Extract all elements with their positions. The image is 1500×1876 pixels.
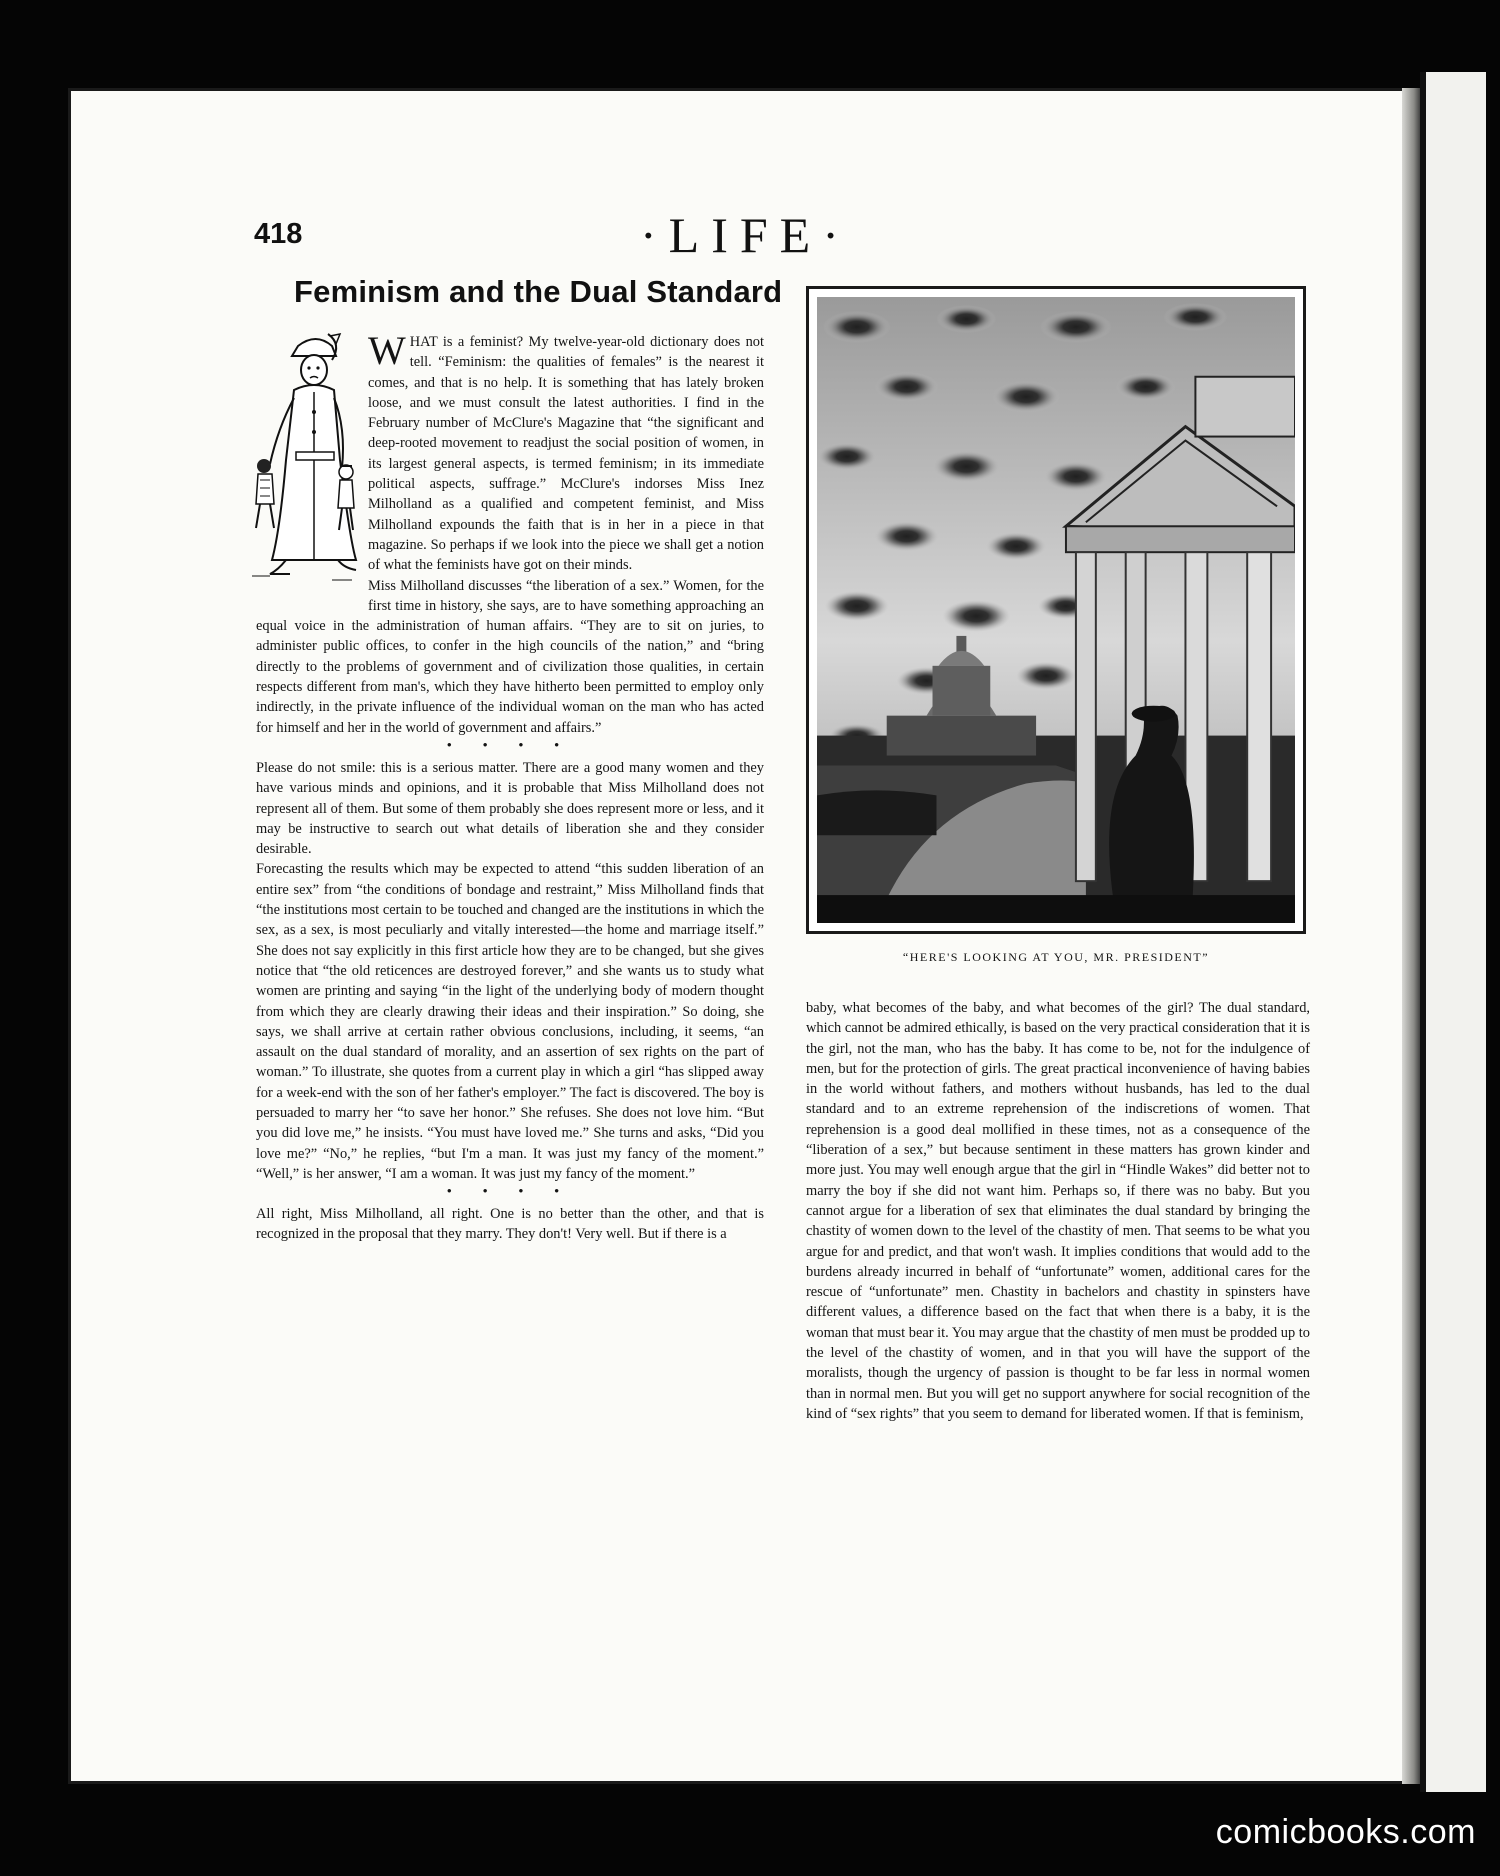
paragraph-3: Please do not smile: this is a serious matter. There are a good many women and they have various minds and opinions, and it is probable that Miss Milholland does not represent all of them. But some of them probably she does represent more or less, and it may be instructive to search out what details of liberation she and they consider desirable. (256, 759, 764, 858)
suffragette-cartoon-illustration (250, 332, 358, 596)
capitol-eyes-illustration (817, 297, 1295, 923)
article-title: Feminism and the Dual Standard (294, 274, 783, 309)
illustration-caption: “HERE'S LOOKING AT YOU, MR. PRESIDENT” (902, 950, 1210, 964)
paragraph-4: Forecasting the results which may be expected to attend “this sudden liberation of an entire sex” from “the conditions of bondage and restraint,” Miss Milholland finds that “the institutions most certain to be touched and changed are the institutions in which the sex, as a sex, is most peculiarly and vitally interested—the home and marriage itself.” She does not say explicitly in this first article how they are to be changed, but she gives notice that “the old reticences are destroyed forever,” and she wants us to study what women are printing and saying “in the light of the underlying body of modern thought from which they are clearly drawing their ideas and their inspiration.” So doing, she says, we shall arrive at certain rather obvious conclusions, including, it seems, “an assault on the dual standard of morality, and an assertion of sex rights on the part of woman.” To illustrate, she quotes from a current play in which a girl “has slipped away for a week-end with the son of her father's employer.” The fact is discovered. The boy is persuaded to marry her “to save her honor.” She refuses. She does not love him. “But you did love me,” he insists. “You must have loved me.” She turns and asks, “Did you love me?” “No,” he replies, “but I'm a man. It was just my fancy of the moment.” “Well,” is her answer, “I am a woman. It was just my fancy of the moment.” (256, 861, 764, 1182)
paragraph-2: Miss Milholland discusses “the liberation of a sex.” Women, for the first time in history, she says, are to have something approaching an equal voice in the administration of human affairs. “They are to sit on juries, to administer public offices, to confer in the high councils of the nation,” and “bring directly to the problems of government and of civilization those qualities, in certain respects different from man's, which they have hitherto been permitted to employ only indirectly, in the private influence of the individual woman on the man who has acted for himself and her in the world of government and affairs.” (256, 577, 764, 736)
page-number: 418 (254, 218, 303, 250)
left-column (256, 328, 764, 1245)
intro-paragraph: HAT is a feminist? My twelve-year-old dictionary does not tell. “Feminism: the qualities of females” is the nearest it comes, and that is no help. It is something that has lately broken loose, and we must consult the latest authorities. I find in the February number of McClure's Magazine that “the significant and deep-rooted movement to readjust the social position of women, in its largest general aspects, is termed feminism; in its immediate political aspects, suffrage.” McClure's indorses Miss Inez Milholland as a qualified and competent feminist, and Miss Milholland expounds the faith that is in her in a piece in that magazine. So perhaps if we look into the piece we shall get a notion of what the feminists have got on their minds. (368, 334, 764, 574)
facing-page-edge (1420, 72, 1486, 1792)
right-column (806, 998, 1310, 1424)
watermark: comicbooks.com (1215, 1813, 1476, 1851)
section-separator: • • • • (447, 736, 573, 752)
section-separator: • • • • (447, 1183, 573, 1199)
masthead: ·LIFE· (640, 207, 851, 263)
paragraph-5: All right, Miss Milholland, all right. One is no better than the other, and that is recognized in the proposal that they marry. They don't! Very well. But if there is a (256, 1206, 764, 1243)
page-gutter (1402, 88, 1422, 1784)
illustration-frame (806, 286, 1306, 934)
drop-cap: W (368, 328, 406, 373)
right-column-paragraph: baby, what becomes of the baby, and what becomes of the girl? The dual standard, which cannot be admired ethically, is based on the very practical consideration that it is the girl, not the man, who has the baby. It has come to be, not for the indulgence of men, but for the protection of girls. The great practical inconvenience of having babies in the world without fathers, and mothers without husbands, has led to the dual standard and to an extreme reprehension of the indiscretions of women. That reprehension is a good deal mollified in these times, not as a consequence of the “liberation of a sex,” but because sentiment in these matters has grown kinder and more just. You may well enough argue that the girl in “Hindle Wakes” did better not to marry the boy if she did not want him. Perhaps so, if there was no baby. But you cannot argue for a liberation of sex that eliminates the dual standard by bringing the chastity of women down to the level of the chastity of men. That seems to be what you argue for and predict, and that won't wash. It implies conditions that would add to the burdens already incurred in behalf of “unfortunate” women, additional cares for the rescue of “unfortunate” men. Chastity in bachelors and chastity in spinsters have different values, a difference based on the fact that when there is a baby, it is the woman that must bear it. You may argue that the chastity of men must be prodded up to the level of the chastity of women, and in that you will have the support of the moralists, though the urgency of passion is thought to be far less in normal women than in normal men. But you will get no support anywhere for social recognition of the kind of “sex rights” that you seem to demand for liberated women. If that is feminism, (806, 1000, 1310, 1422)
